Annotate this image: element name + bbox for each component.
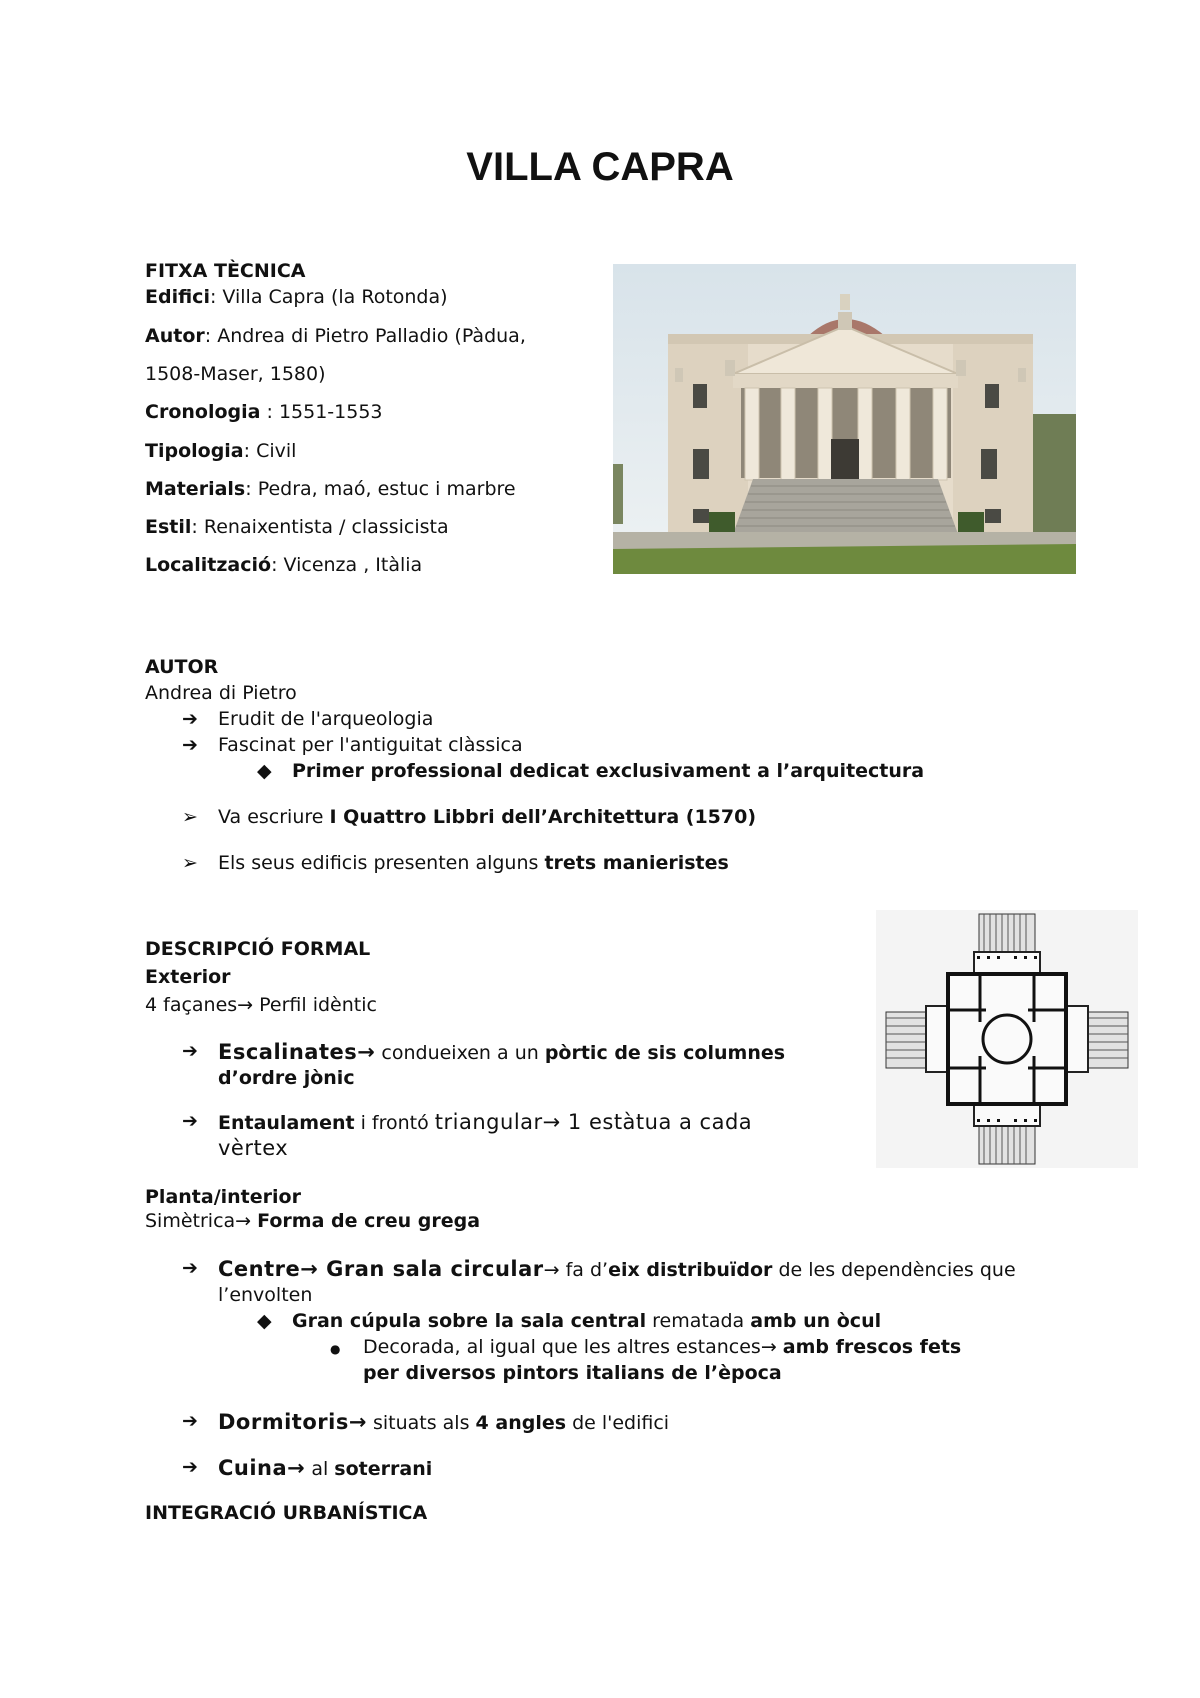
autor-bullet-2: ➔ Fascinat per l'antiguitat clàssica (182, 734, 523, 756)
fitxa-value: Pedra, maó, estuc i marbre (257, 478, 516, 500)
decorada-bullet: ● Decorada, al igual que les altres estances→ amb frescos fets (330, 1336, 962, 1358)
fitxa-label: Materials (145, 478, 246, 500)
fitxa-value: 1551-1553 (278, 401, 383, 423)
arrow-icon: ➔ (182, 1456, 198, 1478)
fitxa-value: Andrea di Pietro Palladio (Pàdua, (217, 325, 526, 347)
fitxa-value: Civil (256, 440, 297, 462)
cuina-bullet: ➔ Cuina→ al soterrani (182, 1456, 433, 1480)
fitxa-row (145, 478, 516, 500)
arrow-icon: ➔ (182, 1040, 198, 1062)
fitxa-tecnica-section (145, 258, 305, 284)
entaulament-bullet: ➔ Entaulament i frontó triangular→ 1 estàtua a cada (182, 1110, 753, 1134)
fitxa-heading: FITXA TÈCNICA (145, 260, 306, 282)
escalinates-bullet: ➔ Escalinates→ condueixen a un pòrtic de sis columnes (182, 1040, 786, 1064)
fitxa-row (145, 516, 449, 538)
autor-bullet-4: ➢ Va escriure I Quattro Libbri dell’Architettura (1570) (182, 806, 757, 828)
autor-bullet-1: ➔ Erudit de l'arqueologia (182, 708, 434, 730)
exterior-heading: Exterior (145, 966, 231, 988)
dot-icon: ● (330, 1342, 341, 1356)
fitxa-sep: : (245, 478, 258, 500)
planta-heading: Planta/interior (145, 1186, 301, 1208)
fitxa-sep: : (204, 325, 218, 347)
fitxa-row (145, 286, 448, 308)
fitxa-value: Renaixentista / classicista (203, 516, 449, 538)
arrow-icon: ➔ (182, 1410, 198, 1432)
autor-bullet-5: ➢ Els seus edificis presenten alguns trets manieristes (182, 852, 729, 874)
simetrica-text: Simètrica→ Forma de creu grega (145, 1210, 481, 1232)
fitxa-sep: : (191, 516, 204, 538)
fitxa-sep: : (209, 286, 223, 308)
cupula-bullet: ◆ Gran cúpula sobre la sala central rematada amb un òcul (257, 1310, 882, 1332)
fitxa-label: Localització (145, 554, 272, 576)
fitxa-value: Vicenza , Itàlia (283, 554, 423, 576)
dormitoris-bullet: ➔ Dormitoris→ situats als 4 angles de l'edifici (182, 1410, 670, 1434)
fitxa-row (145, 325, 526, 347)
document-page: VILLA CAPRA FITXA TÈCNICA Edifici: Villa Capra (la Rotonda) Autor: Andrea di Pietro Palladio (Pàdua, 1508-Maser, 1580) Cronologia : 1551-1553 Tipologia: Civil Materials: Pedra, maó, estuc i marbre Estil: Renaixentista / classicista Localització: Vicenza , Itàlia AUTOR Andrea di Pietro ➔ Erudit de l'arqueologia ➔ Fascinat per l'antiguitat clàssica ◆ Primer professional dedicat exclusivament a l’arquitectura ➢ Va escriure I Quattro Libbri dell’Architettura (1570) ➢ Els seus edificis presenten alguns trets manieristes DESCRIPCIÓ FORMAL Exterior 4 façanes→ Perfil idèntic ➔ Escalinates→ condueixen a un pòrtic de sis columnes d’ordre jònic ➔ Entaulament i frontó triangular→ 1 estàtua a cada vèrtex Planta/interior Simètrica→ Forma de creu grega ➔ Centre→ Gran sala circular→ fa d’eix distribuïdor de les dependències que l’envolten ◆ Gran cúpula sobre la sala central rematada amb un òcul ● Decorada, al igual que les altres estances→ amb frescos fets per diversos pintors italians de l’època ➔ Dormitoris→ situats als 4 angles de l'edifici ➔ Cuina→ al soterrani INTEGRACIÓ URBANÍSTICA (0, 0, 1200, 1698)
villa-floor-plan (876, 910, 1138, 1168)
page-title: VILLA CAPRA (466, 145, 734, 189)
facanes-text: 4 façanes→ Perfil idèntic (145, 994, 377, 1016)
fitxa-row (145, 401, 383, 423)
arrow-icon: ➔ (182, 1257, 198, 1279)
fitxa-row (145, 554, 422, 576)
fitxa-label: Tipologia (145, 440, 244, 462)
fitxa-row (145, 440, 296, 462)
arrow-icon: ➔ (182, 1110, 198, 1132)
floor-plan-image (876, 910, 1138, 1168)
villa-photo (613, 264, 1076, 574)
fitxa-value: 1508-Maser, 1580) (145, 363, 326, 385)
fitxa-sep: : (243, 440, 257, 462)
centre-bullet: ➔ Centre→ Gran sala circular→ fa d’eix distribuïdor de les dependències que (182, 1257, 1016, 1281)
fitxa-label: Estil (145, 516, 192, 538)
fitxa-label: Cronologia (145, 401, 261, 423)
diamond-icon: ◆ (257, 1310, 272, 1332)
chevron-icon: ➢ (182, 852, 198, 874)
fitxa-value: Villa Capra (la Rotonda) (222, 286, 448, 308)
integracio-heading: INTEGRACIÓ URBANÍSTICA (145, 1502, 428, 1524)
descripcio-heading: DESCRIPCIÓ FORMAL (145, 938, 371, 960)
autor-intro: Andrea di Pietro (145, 682, 297, 704)
fitxa-row (145, 363, 326, 385)
chevron-icon: ➢ (182, 806, 198, 828)
autor-heading: AUTOR (145, 656, 219, 678)
diamond-icon: ◆ (257, 760, 272, 782)
villa-rotonda-image (613, 264, 1076, 574)
fitxa-label: Autor (145, 325, 205, 347)
fitxa-sep: : (260, 401, 279, 423)
fitxa-sep: : (271, 554, 284, 576)
autor-bullet-3: ◆ Primer professional dedicat exclusivament a l’arquitectura (257, 760, 925, 782)
arrow-icon: ➔ (182, 734, 198, 756)
arrow-icon: ➔ (182, 708, 198, 730)
fitxa-label: Edifici (145, 286, 210, 308)
